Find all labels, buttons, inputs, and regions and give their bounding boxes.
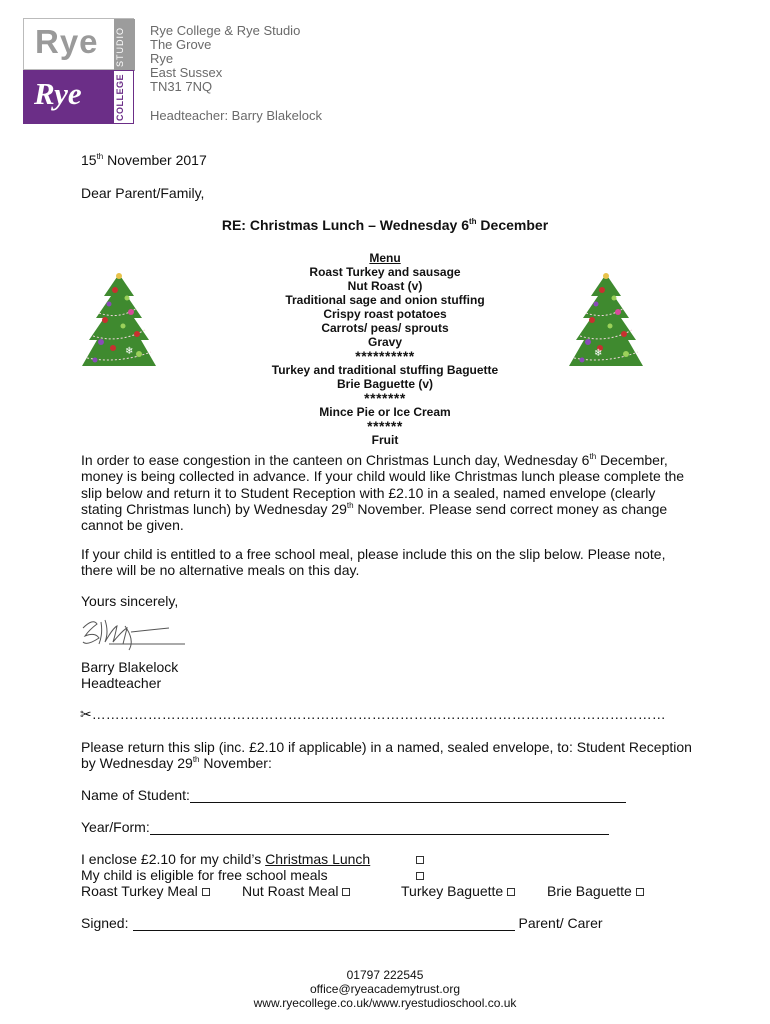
- nut-roast-checkbox[interactable]: [342, 888, 350, 896]
- signed-label: Signed:: [81, 915, 129, 931]
- menu-divider: ******: [367, 418, 403, 434]
- menu-item: Mince Pie or Ice Cream: [319, 405, 451, 419]
- address-line: TN31 7NQ: [150, 79, 213, 94]
- enclose-payment-checkbox[interactable]: [416, 856, 424, 864]
- school-logo: [23, 18, 134, 124]
- free-meals-label: My child is eligible for free school meals: [81, 867, 328, 883]
- nut-roast-label: Nut Roast Meal: [242, 883, 339, 899]
- enclose-text: I enclose £2.10 for my child’s: [81, 851, 266, 867]
- rye-college-wordmark: Rye: [34, 76, 82, 111]
- menu-item: Traditional sage and onion stuffing: [285, 293, 485, 307]
- brie-baguette-label: Brie Baguette: [547, 883, 632, 899]
- headteacher-line: Headteacher: Barry Blakelock: [150, 108, 322, 123]
- address-line: The Grove: [150, 37, 212, 52]
- signer-title: Headteacher: [81, 675, 162, 691]
- letter-date: [81, 152, 207, 168]
- signer-name: Barry Blakelock: [81, 659, 179, 675]
- signature-row: [81, 915, 603, 931]
- date-day: 15: [81, 152, 97, 168]
- footer-contact: [0, 968, 770, 1010]
- menu-item: Nut Roast (v): [347, 279, 423, 293]
- student-name-label: Name of Student:: [81, 787, 190, 803]
- turkey-baguette-label: Turkey Baguette: [401, 883, 504, 899]
- parent-carer-label: Parent/ Carer: [518, 915, 603, 931]
- meal-option-nut-roast: [242, 883, 350, 899]
- slip-text: Please return this slip (inc. £2.10 if applicable) in a named, sealed envelope, to: Student Reception by Wednesday 29: [81, 739, 692, 772]
- ordinal-suffix: th: [589, 452, 597, 461]
- paragraph-text: November. Please send correct money as change cannot be given.: [81, 500, 668, 534]
- studio-band-label: STUDIO: [115, 26, 125, 67]
- rye-studio-logo: [23, 18, 134, 70]
- signature-field[interactable]: [133, 917, 515, 931]
- signature-image: [79, 612, 189, 654]
- meal-option-turkey-baguette: [401, 883, 515, 899]
- footer-phone: 01797 222545: [346, 968, 424, 982]
- lunch-menu: [160, 251, 610, 447]
- svg-text:❄: ❄: [594, 348, 603, 359]
- rye-college-logo: [23, 70, 134, 124]
- cut-here-line: ✂……………………………………………………………………………………………………………: [80, 706, 666, 722]
- address-line: East Sussex: [150, 65, 223, 80]
- menu-item: Brie Baguette (v): [336, 377, 434, 391]
- menu-item: Roast Turkey and sausage: [309, 265, 461, 279]
- college-band-label: COLLEGE: [115, 73, 125, 121]
- roast-turkey-checkbox[interactable]: [202, 888, 210, 896]
- svg-text:❄: ❄: [125, 346, 134, 357]
- rye-studio-wordmark: Rye: [35, 23, 99, 60]
- enclose-payment-label: [81, 851, 370, 867]
- ordinal-suffix: th: [192, 755, 200, 765]
- menu-item: Gravy: [367, 335, 403, 349]
- student-name-row: [81, 787, 626, 803]
- free-meals-checkbox[interactable]: [416, 872, 424, 880]
- turkey-baguette-checkbox[interactable]: [507, 888, 515, 896]
- salutation: Dear Parent/Family,: [81, 185, 205, 201]
- paragraph-text: December, money is being collected in advance. If your child would like Christmas lunch please complete the slip below and return it to Student Reception with £2.10 in a sealed, named envelope (clearly stating Christmas lunch) by Wednesday 29: [81, 452, 685, 517]
- slip-text: November:: [199, 755, 272, 772]
- date-suffix: th: [96, 152, 104, 161]
- closing: Yours sincerely,: [81, 593, 179, 609]
- brie-baguette-checkbox[interactable]: [636, 888, 644, 896]
- enclose-underlined: Christmas Lunch: [265, 851, 371, 867]
- menu-item: Fruit: [371, 433, 399, 447]
- menu-item: Turkey and traditional stuffing Baguette: [271, 363, 499, 377]
- subject-line: [0, 217, 770, 233]
- christmas-tree-icon: [79, 268, 159, 368]
- ordinal-suffix: th: [346, 500, 354, 510]
- subject-end: December: [476, 217, 549, 233]
- slip-instructions: [81, 739, 693, 772]
- address-line: Rye College & Rye Studio: [150, 23, 301, 38]
- meal-option-roast-turkey: [81, 883, 210, 899]
- address-line: Rye: [150, 51, 174, 66]
- payment-paragraph: [81, 452, 693, 533]
- footer-email: office@ryeacademytrust.org: [309, 982, 461, 996]
- free-meal-paragraph: If your child is entitled to a free school meal, please include this on the slip below. Please note, there will be no alternative meals on this day.: [81, 546, 666, 579]
- menu-item: Crispy roast potatoes: [323, 307, 447, 321]
- menu-divider: **********: [355, 348, 415, 364]
- year-form-label: Year/Form:: [81, 819, 150, 835]
- menu-heading: Menu: [369, 251, 401, 265]
- date-rest: November 2017: [103, 152, 207, 168]
- student-name-field[interactable]: [190, 789, 626, 803]
- menu-divider: *******: [364, 390, 406, 406]
- paragraph-text: In order to ease congestion in the canteen on Christmas Lunch day, Wednesday 6: [81, 452, 590, 468]
- meal-option-brie-baguette: [547, 883, 644, 899]
- year-form-field[interactable]: [150, 821, 609, 835]
- subject-suffix: th: [468, 217, 477, 226]
- footer-website: www.ryecollege.co.uk/www.ryestudioschool.co.uk: [253, 996, 517, 1010]
- roast-turkey-label: Roast Turkey Meal: [81, 883, 198, 899]
- school-address: [150, 24, 300, 94]
- year-form-row: [81, 819, 609, 835]
- subject-text: RE: Christmas Lunch – Wednesday 6: [221, 217, 469, 233]
- menu-item: Carrots/ peas/ sprouts: [321, 321, 449, 335]
